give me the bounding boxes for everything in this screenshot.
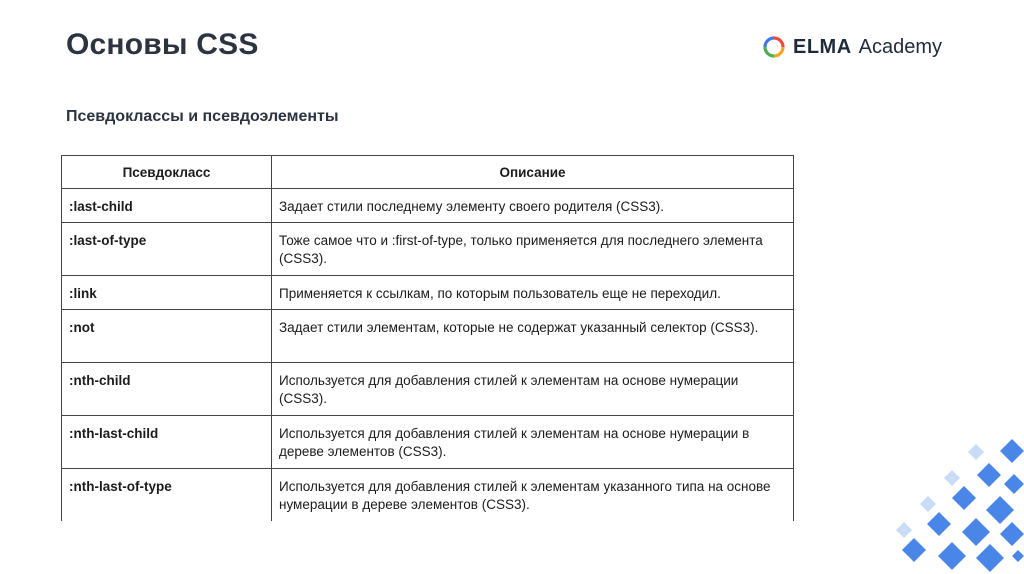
table-row [62,469,794,522]
pseudo-classes-table [61,155,794,521]
description-cell: Используется для добавления стилей к элементам на основе нумерации (CSS3). [272,363,794,416]
page-title: Основы CSS [66,28,259,61]
table-row [62,276,794,310]
pseudo-cell: :last-of-type [62,223,272,276]
description-cell: Задает стили последнему элементу своего родителя (CSS3). [272,189,794,223]
table-row [62,189,794,223]
pseudo-cell: :not [62,310,272,363]
table-row [62,363,794,416]
column-header-description: Описание [272,156,794,189]
brand-sub: Academy [858,35,943,58]
pseudo-cell: :last-child [62,189,272,223]
column-header-pseudo: Псевдокласс [62,156,272,189]
table-row [62,416,794,469]
pseudo-cell: :nth-last-of-type [62,469,272,522]
pseudo-cell: :nth-child [62,363,272,416]
table-header-row [62,156,794,189]
description-cell: Применяется к ссылкам, по которым пользователь еще не переходил. [272,276,794,310]
table-row [62,310,794,363]
diamond-pattern-icon [894,434,1024,574]
table-row [62,223,794,276]
description-cell: Тоже самое что и :first-of-type, только применяется для последнего элемента (CSS3). [272,223,794,276]
description-cell: Задает стили элементам, которые не содержат указанный селектор (CSS3). [272,310,794,363]
pseudo-cell: :link [62,276,272,310]
section-subtitle: Псевдоклассы и псевдоэлементы [66,108,339,125]
brand-logo [763,33,942,61]
pseudo-cell: :nth-last-child [62,416,272,469]
brand-name: ELMA [793,35,852,58]
description-cell: Используется для добавления стилей к элементам на основе нумерации в дереве элементов (CSS3). [272,416,794,469]
description-cell: Используется для добавления стилей к элементам указанного типа на основе нумерации в дереве элементов (CSS3). [272,469,794,522]
elma-logo-icon [763,36,785,58]
